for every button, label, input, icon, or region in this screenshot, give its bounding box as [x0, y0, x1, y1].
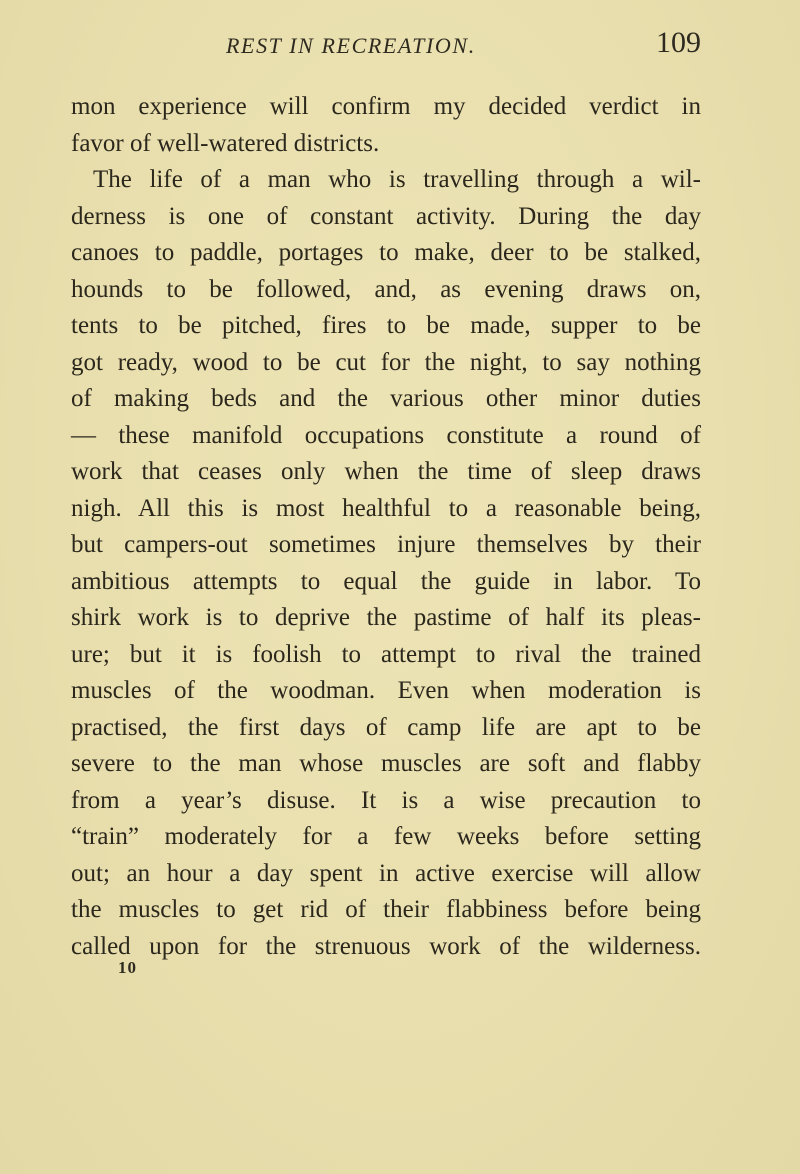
signature-mark: 10 — [118, 958, 137, 977]
running-head: REST IN RECREATION. — [226, 33, 476, 58]
text-line: canoes to paddle, portages to make, deer to be stalked, — [71, 239, 701, 266]
text-line: called upon for the strenuous work of the wilderness. — [71, 932, 701, 960]
text-line: practised, the first days of camp life are apt to be — [71, 713, 701, 741]
text-line: from a year’s disuse. It is a wise precaution to — [71, 786, 701, 814]
text-line: — these manifold occupations constitute a round of — [71, 421, 701, 449]
text-line: mon experience will confirm my decided verdict in — [71, 93, 701, 120]
text-line: hounds to be followed, and, as evening draws on, — [71, 275, 701, 303]
text-line: the muscles to get rid of their flabbiness before being — [71, 896, 701, 923]
text-line: shirk work is to deprive the pastime of half its pleas- — [71, 604, 701, 631]
text-line: of making beds and the various other minor duties — [71, 385, 701, 412]
page-number: 109 — [656, 26, 701, 59]
text-line: but campers-out sometimes injure themselves by their — [71, 531, 701, 558]
text-line: work that ceases only when the time of sleep draws — [71, 458, 701, 485]
text-line: derness is one of constant activity. During the day — [71, 202, 701, 230]
text-line: “train” moderately for a few weeks before setting — [71, 823, 701, 850]
text-line: ambitious attempts to equal the guide in labor. To — [71, 567, 701, 595]
text-line: severe to the man whose muscles are soft and flabby — [71, 750, 701, 777]
text-line: favor of well-watered districts. — [71, 129, 380, 157]
body-text — [71, 89, 701, 965]
text-line: tents to be pitched, fires to be made, supper to be — [71, 312, 701, 339]
text-line: got ready, wood to be cut for the night, to say nothing — [71, 348, 701, 376]
text-line: nigh. All this is most healthful to a reasonable being, — [71, 494, 701, 522]
text-line: ure; but it is foolish to attempt to rival the trained — [71, 640, 701, 668]
text-line: The life of a man who is travelling through a wil- — [93, 166, 701, 193]
text-line: muscles of the woodman. Even when moderation is — [71, 677, 701, 704]
text-line: out; an hour a day spent in active exercise will allow — [71, 859, 701, 887]
